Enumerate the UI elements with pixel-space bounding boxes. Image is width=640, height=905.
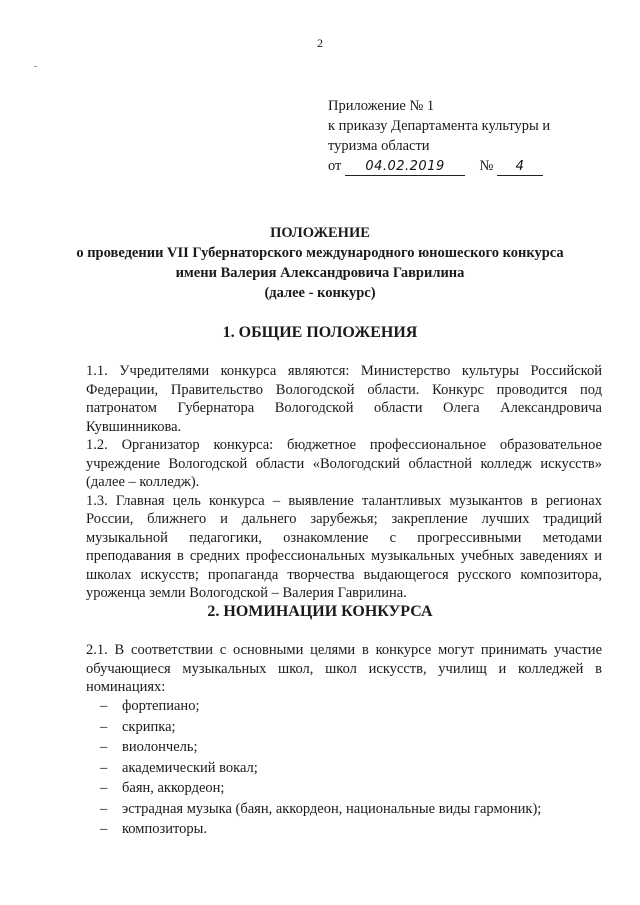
paragraph-1-2: 1.2. Организатор конкурса: бюджетное профессиональное образовательное учреждение Вологодской области «Вологодский областной колледж искусств» (далее – колледж). [86, 437, 602, 490]
handwritten-date: 04.02.2019 [345, 159, 465, 176]
list-item-text: баян, аккордеон; [122, 780, 225, 796]
list-bullet: – [100, 698, 108, 714]
section-2-body [86, 641, 602, 697]
list-item [86, 737, 602, 758]
paragraph-2-1: 2.1. В соответствии с основными целями в конкурсе могут принимать участие обучающиеся музыкальных школ, школ искусств, училищ и колледжей в номинациях: [86, 642, 602, 695]
list-item [86, 696, 602, 717]
appendix-date-line [328, 156, 550, 176]
list-bullet: – [100, 759, 108, 776]
number-prefix: № [479, 158, 494, 174]
section-1-body [86, 362, 602, 603]
list-bullet: – [100, 739, 108, 755]
list-bullet: – [100, 821, 108, 837]
list-item-text: эстрадная музыка (баян, аккордеон, национальные виды гармоник); [122, 800, 542, 817]
document-title [40, 223, 600, 303]
title-line-2: имени Валерия Александровича Гаврилина [175, 265, 465, 281]
list-item [86, 819, 602, 840]
list-item-text: академический вокал; [122, 759, 258, 776]
appendix-line-2: к приказу Департамента культуры и [328, 118, 551, 134]
list-item-text: виолончель; [122, 739, 198, 755]
list-item-text: фортепиано; [122, 698, 200, 714]
list-bullet: – [100, 800, 108, 817]
list-item-text: композиторы. [122, 821, 207, 837]
title-line-3: (далее - конкурс) [264, 285, 376, 301]
section-1-heading: 1. ОБЩИЕ ПОЛОЖЕНИЯ [222, 324, 418, 341]
list-item [86, 717, 602, 738]
appendix-line-1: Приложение № 1 [328, 98, 435, 114]
list-item-text: скрипка; [122, 718, 176, 735]
nominations-list [86, 696, 602, 840]
section-2-heading: 2. НОМИНАЦИИ КОНКУРСА [207, 603, 433, 620]
list-item [86, 778, 602, 799]
page-number: 2 [317, 36, 323, 50]
date-prefix: от [328, 158, 342, 174]
appendix-line-3: туризма области [328, 138, 430, 154]
paragraph-1-1: 1.1. Учредителями конкурса являются: Министерство культуры Российской Федерации, Правительство Вологодской области. Конкурс проводится под патронатом Губернатора Вологодской области Олега Александровича Кувшинникова. [86, 363, 602, 435]
list-item [86, 758, 602, 779]
paragraph-1-3: 1.3. Главная цель конкурса – выявление талантливых музыкантов в регионах России, ближнего и дальнего зарубежья; закрепление лучших традиций музыкальной педагогики, ознакомление с прогрессивными методами преподавания в средних профессиональных музыкальных учебных заведениях и школах искусств; пропаганда творчества выдающегося русского композитора, уроженца земли Вологодской – Валерия Гаврилина. [86, 492, 602, 601]
margin-mark [34, 66, 37, 67]
title-heading: ПОЛОЖЕНИЕ [270, 225, 370, 241]
title-line-1: о проведении VII Губернаторского международного юношеского конкурса [76, 245, 564, 261]
list-item [86, 799, 602, 820]
list-bullet: – [100, 718, 108, 735]
list-bullet: – [100, 780, 108, 796]
handwritten-number: 4 [497, 159, 543, 176]
appendix-block [328, 96, 550, 176]
